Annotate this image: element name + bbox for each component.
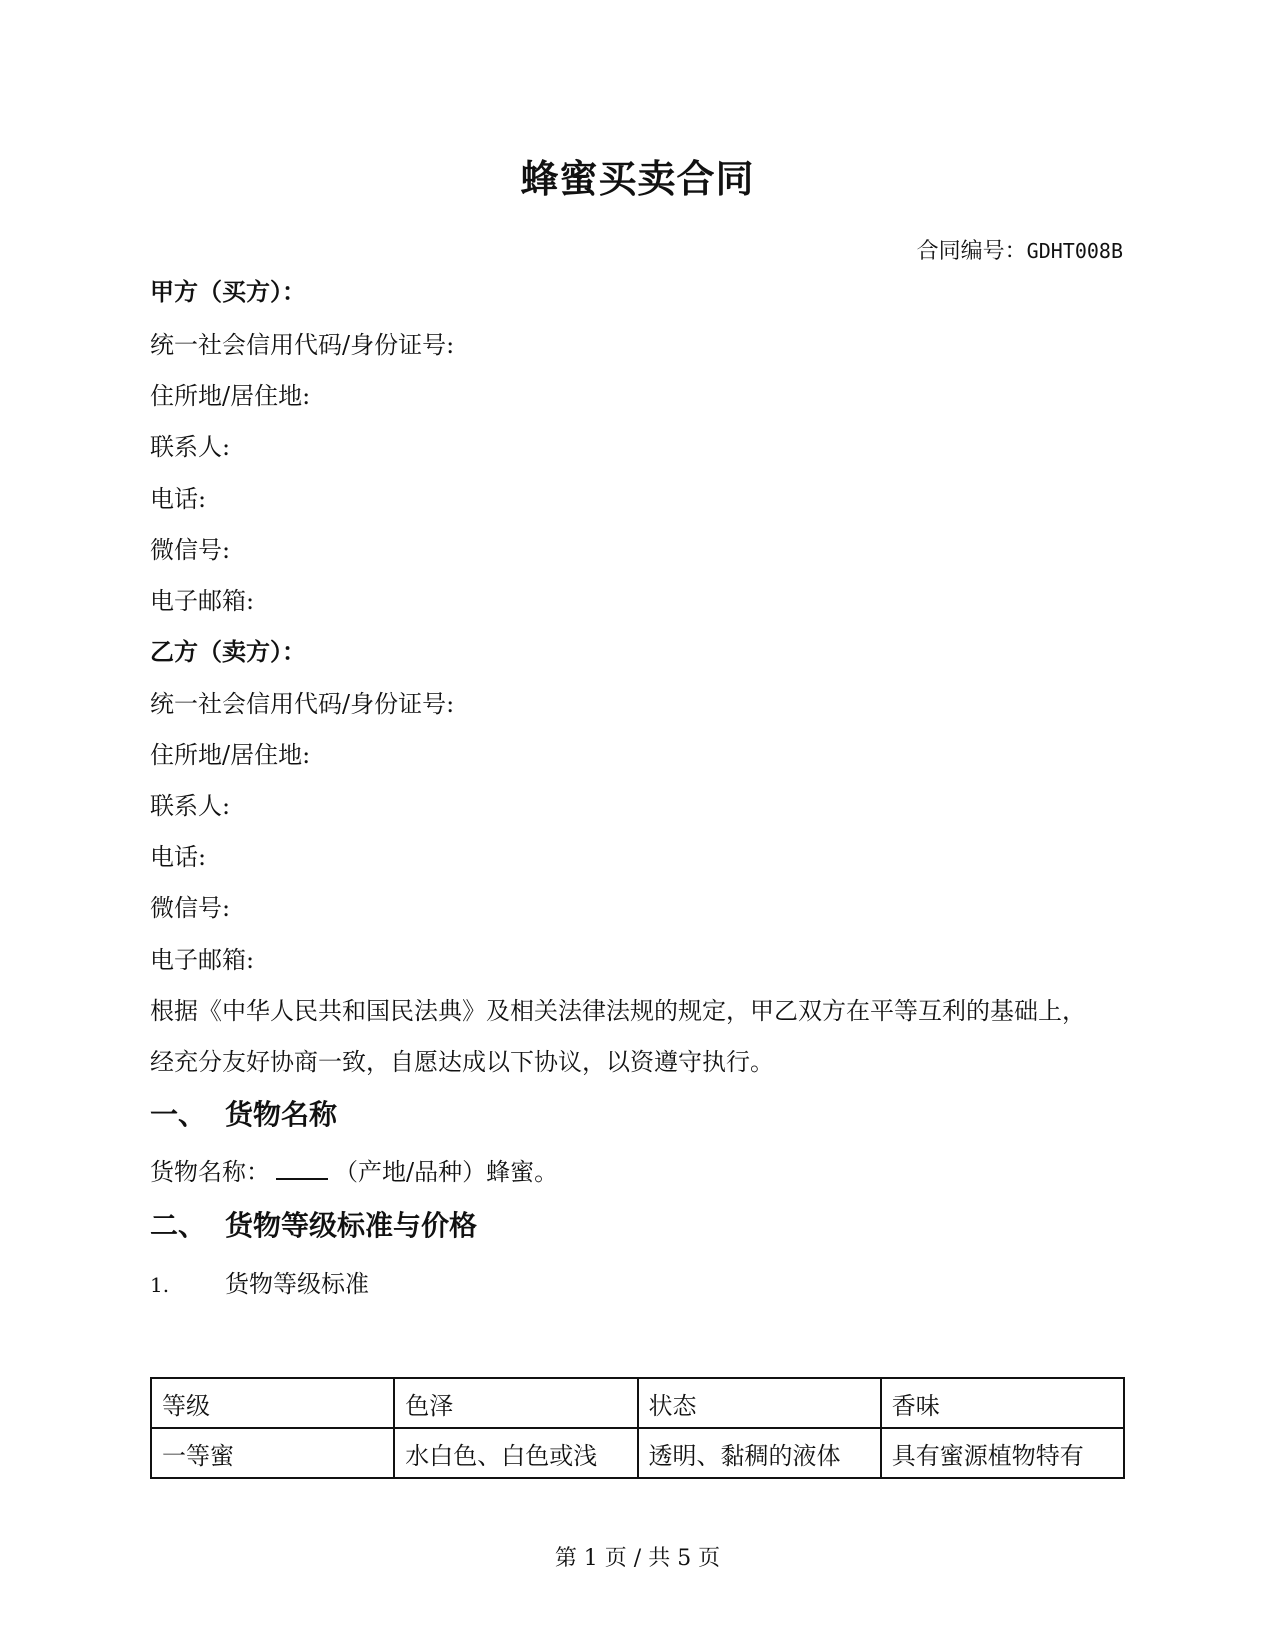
- party-b-address: 住所地/居住地:: [150, 741, 311, 769]
- party-b-credit-code: 统一社会信用代码/身份证号:: [150, 690, 455, 718]
- party-a-heading: 甲方（买方）：: [150, 277, 306, 306]
- party-a-phone: 电话:: [150, 485, 207, 513]
- table-cell: 具有蜜源植物特有: [881, 1428, 1124, 1478]
- table-header-cell: 色泽: [394, 1378, 637, 1428]
- section-1-heading: [150, 1093, 337, 1133]
- goods-name-line: [150, 1152, 558, 1187]
- party-a-address: 住所地/居住地:: [150, 382, 311, 410]
- party-a-wechat: 微信号:: [150, 536, 231, 564]
- goods-name-blank[interactable]: [276, 1160, 328, 1180]
- contract-number: [917, 234, 1123, 265]
- section-2-heading: [150, 1204, 477, 1244]
- goods-name-suffix: （产地/品种）蜂蜜。: [334, 1158, 559, 1186]
- subsection-2-1-number: 1.: [150, 1273, 170, 1297]
- party-b-heading: 乙方（卖方）：: [150, 637, 306, 666]
- table-header-cell: 香味: [881, 1378, 1124, 1428]
- preamble-line-2: 经充分友好协商一致，自愿达成以下协议，以资遵守执行。: [150, 1048, 774, 1076]
- document-title: 蜂蜜买卖合同: [520, 156, 755, 201]
- preamble-line-1: 根据《中华人民共和国民法典》及相关法律法规的规定，甲乙双方在平等互利的基础上，: [150, 997, 1086, 1025]
- party-b-wechat: 微信号:: [150, 894, 231, 922]
- table-cell: 一等蜜: [151, 1428, 394, 1478]
- subsection-2-1-title: 货物等级标准: [225, 1270, 369, 1298]
- table-header-row: [151, 1378, 1124, 1428]
- section-1-number: 一、: [150, 1098, 207, 1131]
- party-b-contact: 联系人:: [150, 792, 231, 820]
- table-cell: 水白色、白色或浅: [394, 1428, 637, 1478]
- subsection-2-1: [150, 1264, 369, 1299]
- table-header-cell: 等级: [151, 1378, 394, 1428]
- party-a-email: 电子邮箱:: [150, 587, 255, 615]
- contract-number-label: 合同编号：: [916, 239, 1027, 264]
- contract-number-value: GDHT008B: [1026, 239, 1123, 263]
- party-a-contact: 联系人:: [150, 433, 231, 461]
- section-1-title: 货物名称: [225, 1098, 338, 1131]
- party-b-email: 电子邮箱:: [150, 946, 255, 974]
- section-2-number: 二、: [150, 1209, 207, 1242]
- table-row: [151, 1428, 1124, 1478]
- page-footer: 第 1 页 / 共 5 页: [554, 1546, 721, 1571]
- table-header-cell: 状态: [638, 1378, 881, 1428]
- goods-name-label: 货物名称：: [150, 1158, 270, 1186]
- section-2-title: 货物等级标准与价格: [225, 1209, 478, 1242]
- grade-table: [150, 1377, 1125, 1479]
- table-cell: 透明、黏稠的液体: [638, 1428, 881, 1478]
- party-b-phone: 电话:: [150, 843, 207, 871]
- party-a-credit-code: 统一社会信用代码/身份证号:: [150, 331, 455, 359]
